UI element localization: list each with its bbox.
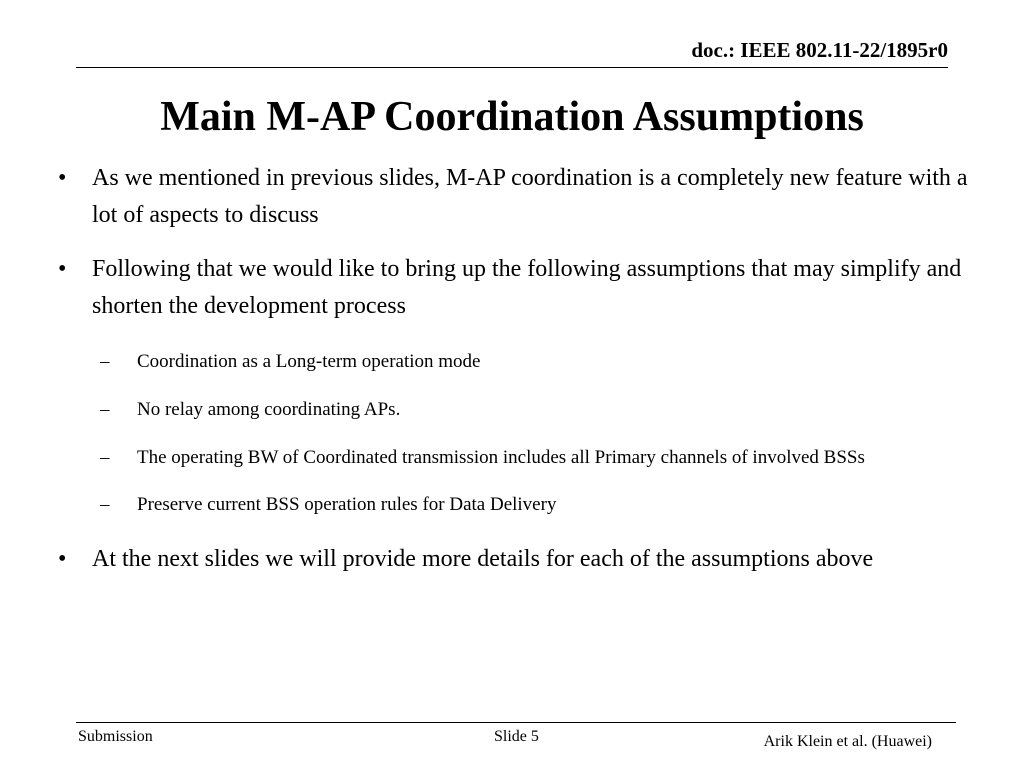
footer-divider (76, 722, 956, 723)
bullet-item (58, 251, 988, 325)
sub-bullet-item (58, 347, 988, 376)
slide-body (58, 160, 988, 578)
dash-marker: – (100, 447, 110, 468)
header-divider (76, 67, 948, 68)
bullet-marker: • (58, 256, 67, 282)
sub-bullet-text: The operating BW of Coordinated transmission includes all Primary channels of involved BSSs (137, 447, 865, 468)
bullet-marker: • (58, 165, 67, 191)
sub-bullet-text: Coordination as a Long-term operation mode (137, 351, 481, 372)
bullet-item (58, 160, 988, 234)
bullet-item (58, 541, 988, 578)
bullet-marker: • (58, 546, 67, 572)
sub-bullet-item (58, 443, 988, 472)
dash-marker: – (100, 399, 110, 420)
footer-submission: Submission (78, 728, 153, 745)
bullet-text: At the next slides we will provide more details for each of the assumptions above (92, 546, 874, 572)
document-id: doc.: IEEE 802.11-22/1895r0 (691, 38, 948, 62)
sub-bullet-text: Preserve current BSS operation rules for Data Delivery (137, 494, 557, 515)
slide-title: Main M-AP Coordination Assumptions (160, 94, 864, 140)
bullet-text: Following that we would like to bring up the following assumptions that may simplify and shorten the development process (92, 256, 962, 319)
sub-bullet-item (58, 395, 988, 424)
dash-marker: – (100, 494, 110, 515)
dash-marker: – (100, 351, 110, 372)
sub-bullet-item (58, 490, 988, 519)
sub-bullet-text: No relay among coordinating APs. (137, 399, 401, 420)
footer-slide-number: Slide 5 (494, 728, 539, 745)
footer-author: Arik Klein et al. (Huawei) (763, 733, 932, 750)
bullet-text: As we mentioned in previous slides, M-AP coordination is a completely new feature with a lot of aspects to discuss (92, 165, 968, 228)
